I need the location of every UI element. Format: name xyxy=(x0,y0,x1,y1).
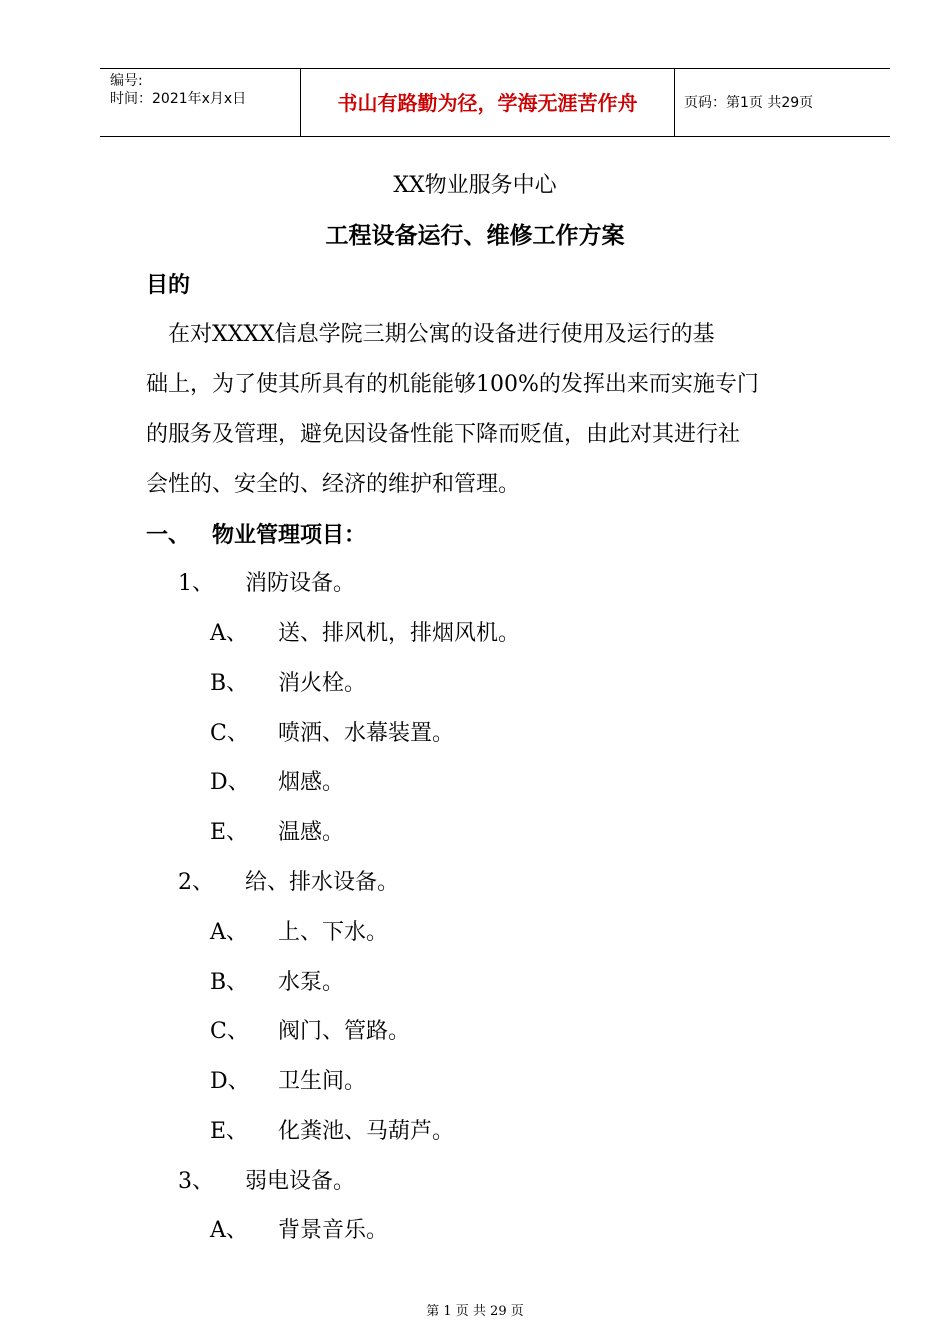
list-marker: E、 xyxy=(210,820,249,845)
header-date: 时间：2021年x月x日 xyxy=(110,91,247,107)
list-item xyxy=(210,916,388,950)
list-text: 烟感。 xyxy=(278,770,345,795)
list-text: 消防设备。 xyxy=(245,571,356,596)
list-item xyxy=(210,617,520,651)
list-item xyxy=(210,1015,410,1049)
document-title: 工程设备运行、维修工作方案 xyxy=(325,222,625,249)
list-text: 水泵。 xyxy=(278,970,345,995)
list-text: 弱电设备。 xyxy=(245,1169,356,1194)
list-marker: A、 xyxy=(210,621,248,646)
list-marker: D、 xyxy=(210,770,250,795)
list-marker: 3、 xyxy=(178,1169,214,1194)
list-item xyxy=(178,567,355,601)
list-marker: B、 xyxy=(210,671,249,696)
list-item xyxy=(210,667,366,701)
list-item xyxy=(210,717,454,751)
list-item xyxy=(210,816,344,850)
header-meta xyxy=(110,72,246,108)
list-text: 消火栓。 xyxy=(278,671,367,696)
list-text: 喷洒、水幕装置。 xyxy=(278,721,455,746)
list-item xyxy=(178,1165,355,1199)
list-text: 温感。 xyxy=(278,820,345,845)
list-marker: B、 xyxy=(210,970,249,995)
purpose-heading: 目的 xyxy=(146,272,191,298)
list-item xyxy=(210,966,344,1000)
header-number-label: 编号: xyxy=(110,73,143,89)
list-text: 上、下水。 xyxy=(278,920,389,945)
list-marker: A、 xyxy=(210,920,248,945)
list-item xyxy=(210,1065,366,1099)
section-heading xyxy=(146,518,366,552)
paragraph-line: 在对XXXX信息学院三期公寓的设备进行使用及运行的基 xyxy=(146,322,715,347)
page-header xyxy=(100,68,890,137)
list-text: 卫生间。 xyxy=(278,1069,367,1094)
header-motto: 书山有路勤为径，学海无涯苦作舟 xyxy=(337,91,638,115)
paragraph-line: 础上，为了使其所具有的机能能够100%的发挥出来而实施专门 xyxy=(146,372,759,397)
org-title: XX物业服务中心 xyxy=(393,173,557,198)
header-page-info: 页码：第1页 共29页 xyxy=(684,95,814,111)
list-marker: C、 xyxy=(210,721,249,746)
list-text: 送、排风机，排烟风机。 xyxy=(278,621,521,646)
page-footer: 第 1 页 共 29 页 xyxy=(426,1304,524,1319)
list-item xyxy=(210,1214,388,1248)
list-marker: C、 xyxy=(210,1019,249,1044)
list-item xyxy=(210,766,344,800)
list-text: 给、排水设备。 xyxy=(245,870,400,895)
list-item xyxy=(210,1115,454,1149)
paragraph-line: 的服务及管理，避免因设备性能下降而贬值，由此对其进行社 xyxy=(146,422,741,447)
list-marker: D、 xyxy=(210,1069,250,1094)
list-text: 背景音乐。 xyxy=(278,1218,389,1243)
list-marker: E、 xyxy=(210,1119,249,1144)
list-marker: 2、 xyxy=(178,870,214,895)
header-divider xyxy=(674,69,675,136)
list-text: 阀门、管路。 xyxy=(278,1019,411,1044)
list-marker: A、 xyxy=(210,1218,248,1243)
paragraph-line: 会性的、安全的、经济的维护和管理。 xyxy=(146,472,521,497)
section-title: 物业管理项目： xyxy=(212,522,367,548)
purpose-paragraph xyxy=(146,310,850,510)
list-text: 化粪池、马葫芦。 xyxy=(278,1119,455,1144)
list-item xyxy=(178,866,399,900)
section-marker: 一、 xyxy=(146,522,191,548)
list-marker: 1、 xyxy=(178,571,214,596)
